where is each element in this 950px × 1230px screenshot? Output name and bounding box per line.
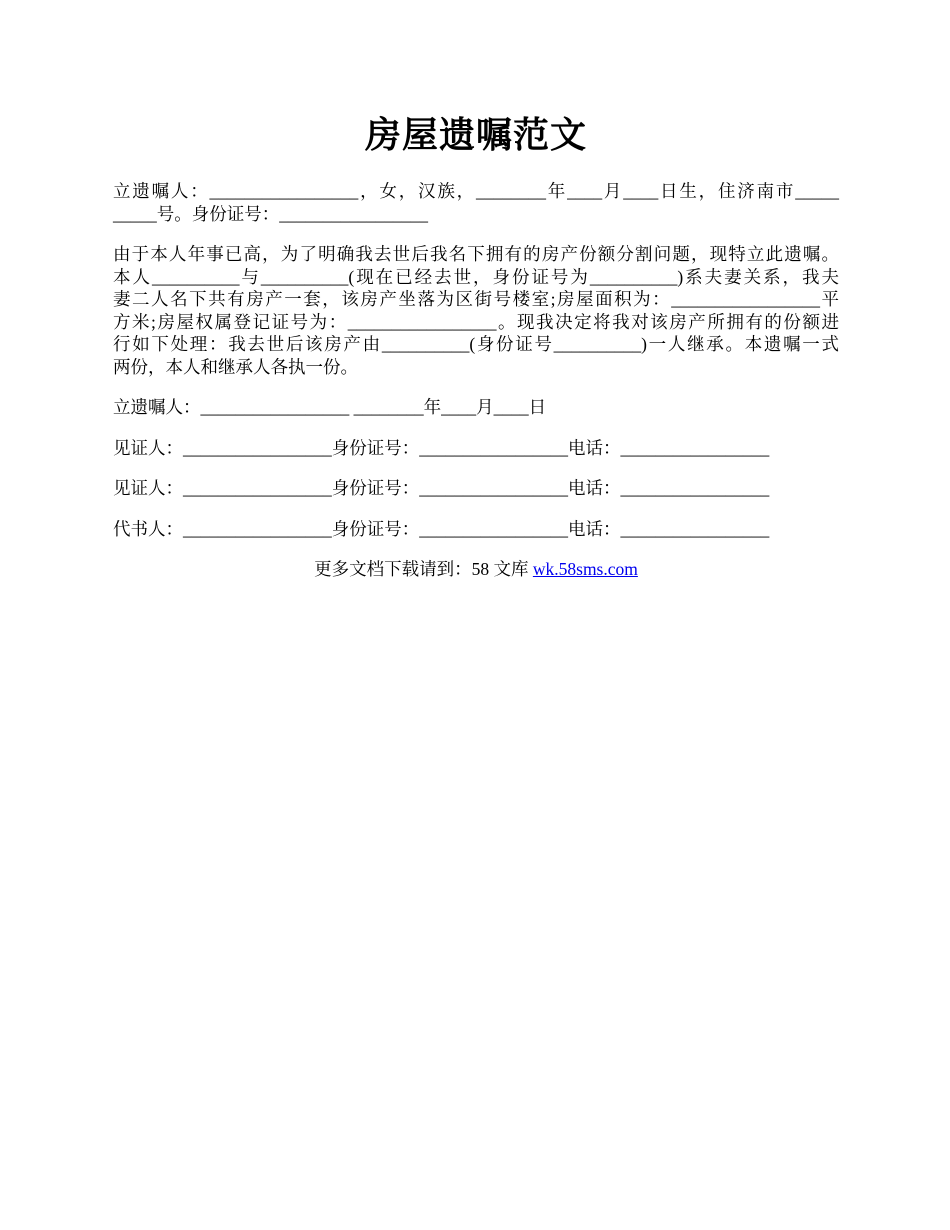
will-body-line: 由于本人年事已高，为了明确我去世后我名下拥有的房产份额分割问题，现特立此遗嘱。 bbox=[113, 244, 839, 264]
will-body-line: 两份，本人和继承人各执一份。 bbox=[113, 356, 358, 377]
document-title: 房屋遗嘱范文 bbox=[364, 115, 587, 155]
will-body-line: 方米;房屋权属登记证号为：_________________。现我决定将我对该房产所拥有的份额进 bbox=[113, 311, 839, 332]
footer-link[interactable]: wk.58sms.com bbox=[532, 559, 638, 579]
witness-1-text: 见证人：_________________身份证号：_________________电话：_________________ bbox=[113, 437, 770, 458]
scribe-text: 代书人：_________________身份证号：_________________电话：_________________ bbox=[113, 518, 770, 539]
witness-1-line bbox=[113, 437, 839, 460]
witness-2-text: 见证人：_________________身份证号：_________________电话：_________________ bbox=[113, 478, 770, 498]
will-body-line: 行如下处理：我去世后该房产由__________(身份证号__________)一人继承。本遗嘱一式 bbox=[113, 334, 839, 354]
testator-info-line: _____号。身份证号：_________________ bbox=[113, 203, 428, 224]
scribe-line bbox=[113, 518, 839, 541]
testator-signature-text: 立遗嘱人：_________________ ________年____月____日 bbox=[113, 397, 547, 417]
testator-signature-line bbox=[113, 396, 839, 419]
will-body-line: 妻二人名下共有房产一套，该房产坐落为区街号楼室;房屋面积为：_________________平 bbox=[113, 289, 839, 309]
will-body-line: 本人__________与__________(现在已经去世，身份证号为__________)系夫妻关系，我夫 bbox=[113, 266, 839, 287]
footer-text: 更多文档下载请到：58 文库 bbox=[314, 559, 533, 579]
testator-info-line: 立遗嘱人：_________________，女，汉族，________年____月____日生，住济南市_____ bbox=[113, 181, 839, 201]
testator-info-paragraph bbox=[113, 180, 839, 225]
witness-2-line bbox=[113, 477, 839, 500]
will-body-paragraph bbox=[113, 243, 839, 378]
document-content bbox=[113, 112, 839, 581]
download-footer bbox=[113, 558, 839, 581]
